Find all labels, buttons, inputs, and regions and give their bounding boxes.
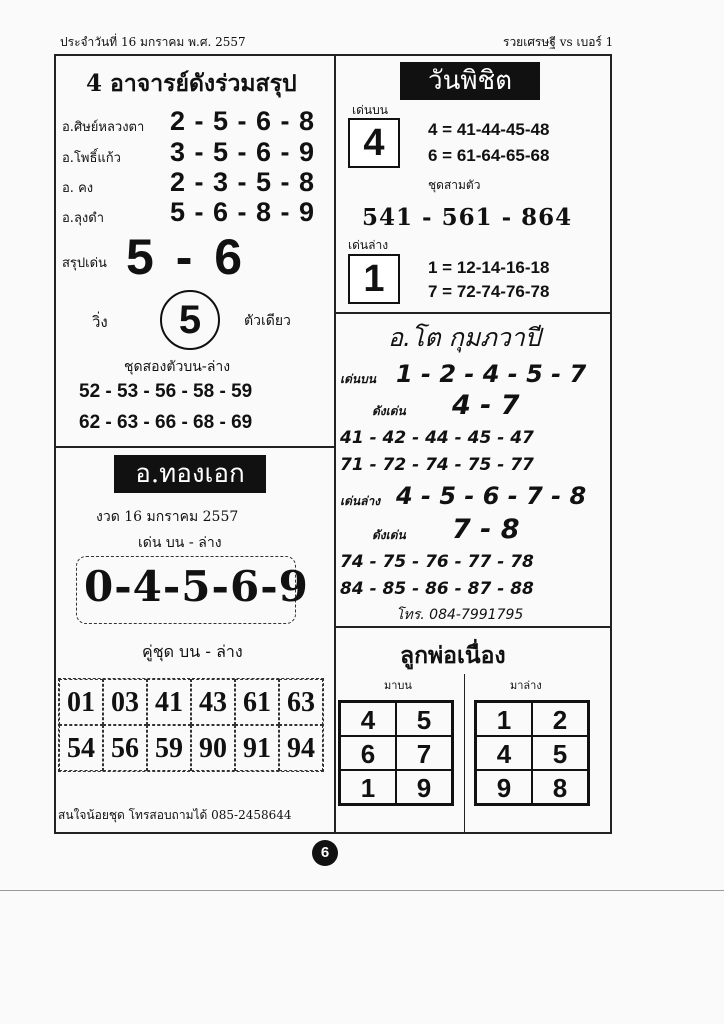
bottom-label: เด่นล่าง [348,238,389,252]
lower-cell: 8 [532,770,588,804]
top-digit: 4 [348,118,400,168]
mid-top-label: เด่นบน [340,372,376,386]
column-divider [464,674,465,834]
star-numbers-1: 4 - 7 [452,390,520,421]
mid-line-2: 71 - 72 - 74 - 75 - 77 [340,455,534,475]
upper-cell: 1 [340,770,396,804]
to-title: อ.โต กุมภวาปี [388,323,541,352]
pair-cell: 91 [235,725,279,771]
bottom-line-2: 7 = 72-74-76-78 [428,282,550,301]
bottom-line-1: 1 = 12-14-16-18 [428,258,550,277]
lower-cell: 4 [476,736,532,770]
pair-cell: 41 [147,679,191,725]
star-label-2: ดังเด่น [372,528,406,542]
lower-cell: 1 [476,702,532,736]
single-label: ตัวเดียว [244,313,291,329]
pairs-line-2: 62 - 63 - 66 - 68 - 69 [79,412,253,433]
pair-cell: 03 [103,679,147,725]
mid-line-1: 41 - 42 - 44 - 45 - 47 [340,428,534,448]
header-date: ประจำวันที่ 16 มกราคม พ.ศ. 2557 [60,35,246,49]
pair-cell: 61 [235,679,279,725]
mid-phone: โทร. 084-7991795 [396,607,524,623]
focus-numbers: 0-4-5-6-9 [84,562,309,611]
four-masters-title: 4 อาจารย์ดังร่วมสรุป [86,70,297,97]
run-digit-circle: 5 [160,290,220,350]
top-line-1: 4 = 41-44-45-48 [428,120,550,139]
wan-phichit-title: วันพิชิต [400,62,540,100]
upper-cell: 5 [396,702,452,736]
page-number: 6 [312,840,338,866]
set3-label: ชุดสามตัว [428,178,481,192]
top-line-2: 6 = 61-64-65-68 [428,146,550,165]
mid-bottom-numbers: 4 - 5 - 6 - 7 - 8 [396,482,587,510]
lower-cell: 2 [532,702,588,736]
upper-label: มาบน [384,679,412,692]
draw-date: งวด 16 มกราคม 2557 [96,509,239,525]
lower-label: มาล่าง [510,679,542,692]
pair-label: คู่ชุด บน - ล่าง [142,642,243,661]
run-label: วิ่ง [92,313,108,331]
master-name-1: อ.ศิษย์หลวงตา [62,120,145,135]
master-nums-3: 2 - 3 - 5 - 8 [170,167,316,197]
master-nums-1: 2 - 5 - 6 - 8 [170,106,316,136]
upper-cell: 6 [340,736,396,770]
lower-grid [474,700,590,806]
lower-cell: 9 [476,770,532,804]
thong-ek-title: อ.ทองเอก [114,455,266,493]
pair-cell: 63 [279,679,323,725]
master-name-2: อ.โพธิ์แก้ว [62,151,121,166]
page-edge [0,890,724,891]
master-name-4: อ.ลุงดำ [62,211,104,226]
top-label: เด่นบน [352,103,388,117]
pair-cell: 43 [191,679,235,725]
pair-cell: 90 [191,725,235,771]
luk-pho-title: ลูกพ่อเนื่อง [400,643,506,669]
mid-bottom-label: เด่นล่าง [340,494,381,508]
upper-cell: 9 [396,770,452,804]
pair-cell: 56 [103,725,147,771]
contact-footer: สนใจน้อยชุด โทรสอบถามได้ 085-2458644 [58,808,292,822]
pair-cell: 01 [59,679,103,725]
master-nums-4: 5 - 6 - 8 - 9 [170,197,316,227]
bottom-digit: 1 [348,254,400,304]
pair-cell: 59 [147,725,191,771]
upper-cell: 4 [340,702,396,736]
master-nums-2: 3 - 5 - 6 - 9 [170,137,316,167]
mid-line-4: 84 - 85 - 86 - 87 - 88 [340,579,534,599]
summary-label: สรุปเด่น [62,256,107,271]
upper-grid [338,700,454,806]
star-label-1: ดังเด่น [372,404,406,418]
master-name-3: อ. คง [62,181,94,196]
upper-cell: 7 [396,736,452,770]
pair-title: ชุดสองตัวบน-ล่าง [124,359,231,375]
pairs-line-1: 52 - 53 - 56 - 58 - 59 [79,381,253,402]
star-numbers-2: 7 - 8 [452,514,520,545]
mid-line-3: 74 - 75 - 76 - 77 - 78 [340,552,534,572]
header-title: รวยเศรษฐี vs เบอร์ 1 [503,35,614,49]
mid-top-numbers: 1 - 2 - 4 - 5 - 7 [396,360,587,388]
set3-numbers: 541 - 561 - 864 [362,204,573,231]
pair-cell: 54 [59,725,103,771]
focus-label: เด่น บน - ล่าง [138,535,222,551]
lower-cell: 5 [532,736,588,770]
pair-grid [58,678,324,772]
summary-numbers: 5 - 6 [126,229,247,285]
pair-cell: 94 [279,725,323,771]
